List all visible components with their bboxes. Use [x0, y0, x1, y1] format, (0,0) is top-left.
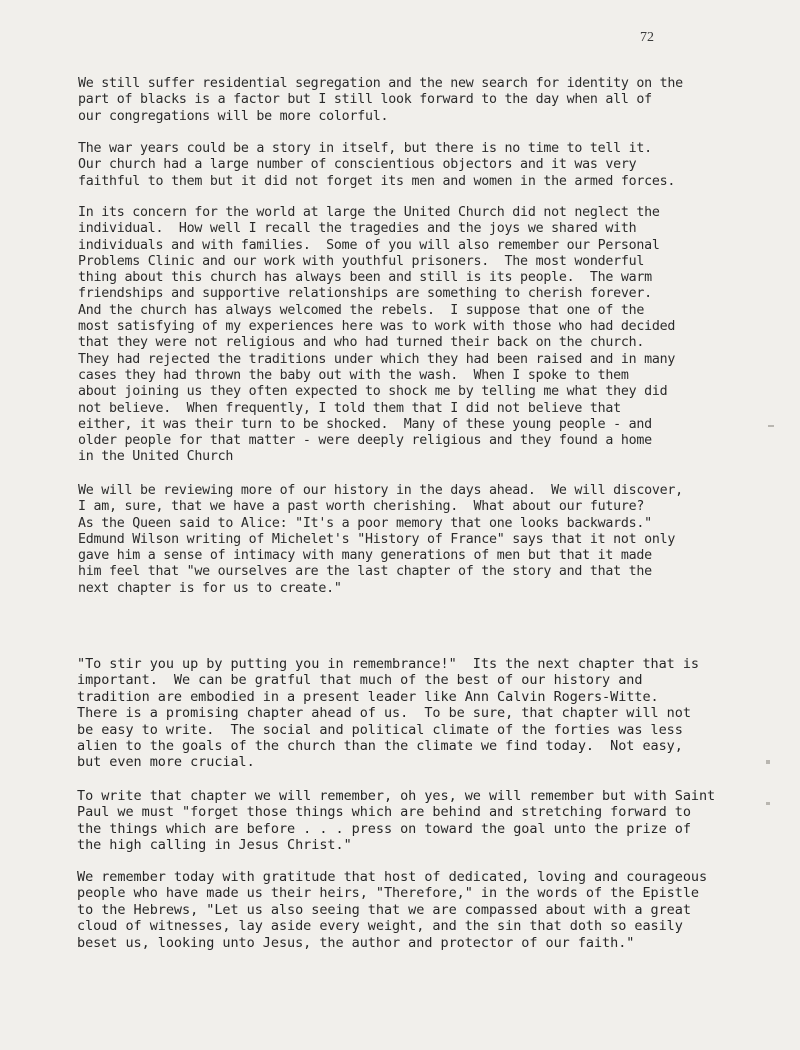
paragraph-reviewing-history	[78, 483, 683, 597]
margin-mark	[766, 760, 770, 764]
text-line: In its concern for the world at large the United Church did not neglect the	[78, 205, 660, 220]
text-line: cases they had thrown the baby out with the wash. When I spoke to them	[78, 367, 629, 383]
text-line: beset us, looking unto Jesus, the author and protector of our faith."	[77, 934, 635, 951]
text-line: We will be reviewing more of our history in the days ahead. We will discover,	[78, 483, 683, 498]
text-line: the things which are before . . . press on toward the goal unto the prize of	[77, 820, 691, 837]
text-line: tradition are embodied in a present leader like Ann Calvin Rogers-Witte.	[77, 688, 659, 705]
text-line: We still suffer residential segregation and the new search for identity on the	[78, 76, 683, 91]
text-line: to the Hebrews, "Let us also seeing that we are compassed about with a great	[77, 901, 691, 918]
text-line: individuals and with families. Some of you will also remember our Personal	[78, 237, 660, 253]
text-line: individual. How well I recall the tragedies and the joys we shared with	[78, 221, 637, 237]
text-line: As the Queen said to Alice: "It's a poor memory that one looks backwards."	[78, 515, 652, 531]
text-line: The war years could be a story in itself, but there is no time to tell it.	[78, 141, 652, 156]
text-line: that they were not religious and who had turned their back on the church.	[78, 335, 645, 351]
text-line: And the church has always welcomed the rebels. I suppose that one of the	[78, 302, 645, 318]
paragraph-stir-you-up	[77, 656, 699, 771]
text-line: Problems Clinic and our work with youthful prisoners. The most wonderful	[78, 253, 645, 269]
text-line: faithful to them but it did not forget its men and women in the armed forces.	[78, 173, 676, 189]
text-line: Our church had a large number of conscientious objectors and it was very	[78, 157, 637, 173]
text-line: thing about this church has always been and still is its people. The warm	[78, 270, 652, 286]
text-line: most satisfying of my experiences here was to work with those who had decided	[78, 319, 676, 335]
margin-mark	[768, 425, 774, 427]
page-number: 72	[640, 30, 654, 45]
text-line: I am, sure, that we have a past worth cherishing. What about our future?	[78, 499, 645, 515]
text-line: Paul we must "forget those things which are behind and stretching forward to	[77, 804, 691, 821]
text-line: alien to the goals of the church than the climate we find today. Not easy,	[77, 737, 683, 754]
text-line: but even more crucial.	[77, 754, 255, 771]
paragraph-residential-segregation	[78, 76, 683, 125]
text-line: our congregations will be more colorful.	[78, 108, 389, 124]
text-line: people who have made us their heirs, "Therefore," in the words of the Epistle	[77, 885, 699, 902]
text-line: in the United Church	[78, 449, 234, 465]
text-line: cloud of witnesses, lay aside every weight, and the sin that doth so easily	[77, 918, 683, 935]
text-line: about joining us they often expected to shock me by telling me what they did	[78, 384, 668, 400]
text-line: They had rejected the traditions under which they had been raised and in many	[78, 351, 676, 367]
text-line: the high calling in Jesus Christ."	[77, 837, 352, 854]
text-line: not believe. When frequently, I told them that I did not believe that	[78, 400, 621, 416]
paragraph-we-remember-today	[77, 869, 707, 951]
paragraph-war-years	[78, 141, 675, 190]
text-line: be easy to write. The social and political climate of the forties was less	[77, 721, 683, 738]
text-line: friendships and supportive relationships are something to cherish forever.	[78, 286, 652, 302]
margin-mark	[766, 802, 770, 805]
text-line: To write that chapter we will remember, oh yes, we will remember but with Saint	[77, 788, 716, 804]
text-line: next chapter is for us to create."	[78, 580, 342, 596]
text-line: important. We can be gratful that much of the best of our history and	[77, 672, 643, 689]
text-line: Edmund Wilson writing of Michelet's "History of France" says that it not only	[78, 531, 676, 547]
paragraph-concern-for-individual	[78, 205, 675, 466]
text-line: him feel that "we ourselves are the last chapter of the story and that the	[78, 564, 652, 580]
text-line: either, it was their turn to be shocked. Many of these young people - and	[78, 416, 652, 432]
text-line: We remember today with gratitude that host of dedicated, loving and courageous	[77, 869, 708, 885]
paragraph-write-that-chapter	[77, 788, 715, 854]
text-line: part of blacks is a factor but I still look forward to the day when all of	[78, 92, 652, 108]
text-line: gave him a sense of intimacy with many generations of men but that it made	[78, 548, 652, 564]
text-line: "To stir you up by putting you in remembrance!" Its the next chapter that is	[77, 656, 699, 672]
text-line: older people for that matter - were deeply religious and they found a home	[78, 433, 652, 449]
text-line: There is a promising chapter ahead of us. To be sure, that chapter will not	[77, 705, 691, 722]
